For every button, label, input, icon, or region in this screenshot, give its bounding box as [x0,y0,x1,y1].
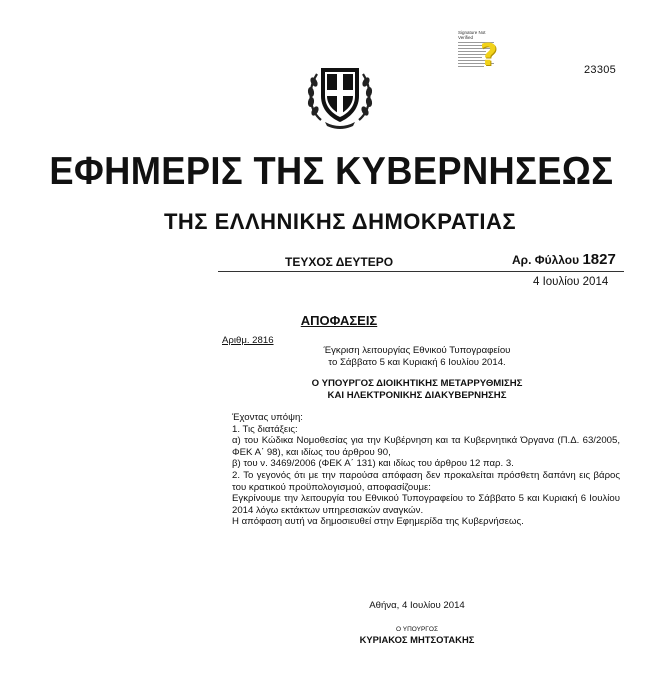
paragraph-1b: β) του ν. 3469/2006 (ΦΕΚ Α΄ 131) και ιδίως του άρθρου 12 παρ. 3. [232,458,514,470]
authority-line-1: Ο ΥΠΟΥΡΓΟΣ ΔΙΟΙΚΗΤΙΚΗΣ ΜΕΤΑΡΡΥΘΜΙΣΗΣ [311,378,523,389]
signature-stamp [458,30,504,82]
paragraph-3: Εγκρίνουμε την λειτουργία του Εθνικού Τυπογραφείου το Σάββατο 5 και Κυριακή 6 Ιουλίου 2014 λόγω εκτάκτων υπηρεσιακών αναγκών. [232,493,620,516]
coat-of-arms-icon [305,60,375,132]
issuing-authority [222,378,612,401]
decision-body [222,412,620,528]
sheet-label: Αρ. Φύλλου [512,253,580,267]
place-date: Αθήνα, 4 Ιουλίου 2014 [369,600,465,611]
paragraph-1: 1. Τις διατάξεις: [232,423,298,435]
gazette-subtitle: ΤΗΣ ΕΛΛΗΝΙΚΗΣ ΔΗΜΟΚΡΑΤΙΑΣ [163,209,517,234]
header-divider [218,271,624,272]
signer-role: Ο ΥΠΟΥΡΓΟΣ [396,626,438,633]
paragraph-1a: α) του Κώδικα Νομοθεσίας για την Κυβέρνηση και τα Κυβερνητικά Όργανα (Π.Δ. 63/2005, ΦΕΚ Α΄ 98), και ιδίως του άρθρου 90, [232,435,620,458]
gazette-title: ΕΦΗΜΕΡΙΣ ΤΗΣ ΚΥΒΕΡΝΗΣΕΩΣ [49,150,614,193]
issue-label: ΤΕΥΧΟΣ ΔΕΥΤΕΡΟ [285,255,394,269]
decision-subject-line-1: Έγκριση λειτουργίας Εθνικού Τυπογραφείου [323,345,511,356]
page-number: 23305 [584,64,617,76]
question-mark-icon: ? [480,38,498,73]
authority-line-2: ΚΑΙ ΗΛΕΚΤΡΟΝΙΚΗΣ ΔΙΑΚΥΒΕΡΝΗΣΗΣ [327,389,507,401]
sheet-number-value: 1827 [582,251,616,268]
signer-name: ΚΥΡΙΑΚΟΣ ΜΗΤΣΟΤΑΚΗΣ [359,634,475,645]
decision-subject [222,345,612,368]
decision-subject-line-2: το Σάββατο 5 και Κυριακή 6 Ιουλίου 2014. [328,356,506,368]
signature-line-1: Signature Not [458,30,486,35]
issue-date: 4 Ιουλίου 2014 [533,276,609,288]
section-title: ΑΠΟΦΑΣΕΙΣ [300,313,378,328]
paragraph-4: Η απόφαση αυτή να δημοσιευθεί στην Εφημερίδα της Κυβερνήσεως. [232,516,524,528]
signature-line-2: Verified [458,35,474,40]
sheet-number [512,251,616,268]
considering-label: Έχοντας υπόψη: [232,412,303,423]
decision-number: Αριθμ. 2816 [222,335,274,346]
paragraph-2: 2. Το γεγονός ότι με την παρούσα απόφαση δεν προκαλείται πρόσθετη δαπάνη εις βάρος του κρατικού προϋπολογισμού, αποφασίζουμε: [232,469,620,493]
